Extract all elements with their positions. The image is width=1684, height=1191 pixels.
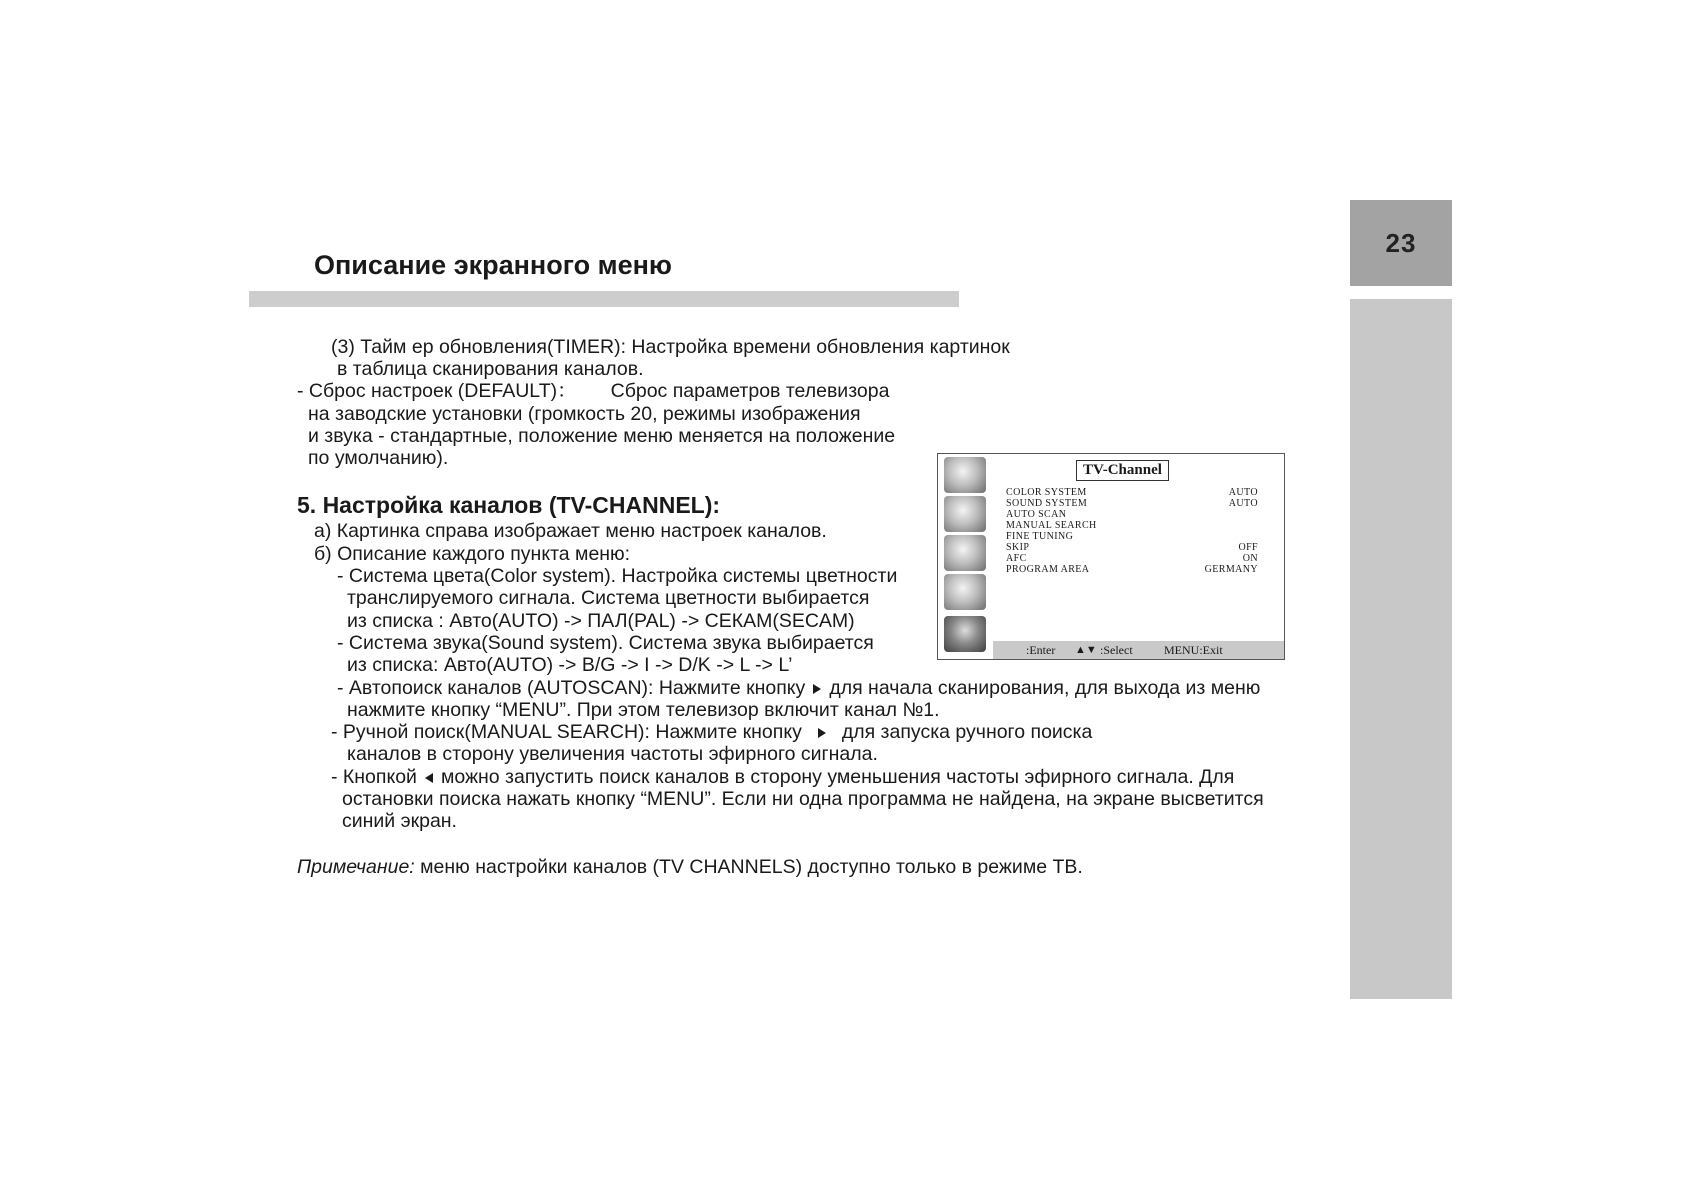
default-line-1 <box>297 380 889 402</box>
tools-icon <box>944 574 986 610</box>
side-tab-strip <box>1350 299 1452 999</box>
note-text: меню настройки каналов (TV CHANNELS) доступно только в режиме ТВ. <box>414 856 1083 878</box>
default-desc: Сброс параметров телевизора <box>610 380 890 402</box>
menu-side-icons <box>938 454 993 659</box>
default-line-2: на заводские установки (громкость 20, режимы изображения <box>308 403 861 425</box>
menu-item-fine-tuning: FINE TUNING <box>1006 531 1074 542</box>
menu-item-manual-search: MANUAL SEARCH <box>1006 520 1097 531</box>
menu-footer-hints <box>993 641 1284 659</box>
page-number: 23 <box>1385 227 1417 258</box>
left-key-line-2: остановки поиска нажать кнопку “MENU”. Если ни одна программа не найдена, на экране высветится <box>342 788 1264 810</box>
menu-item-afc: AFC <box>1006 553 1027 564</box>
sound-system-line-1: - Система звука(Sound system). Система звука выбирается <box>337 632 874 654</box>
left-key-line-3: синий экран. <box>342 810 457 832</box>
sound-system-line-2: из списка: Авто(AUTO) -> B/G -> I -> D/K -> L -> L’ <box>347 654 793 676</box>
menu-item-skip: SKIP <box>1006 542 1030 553</box>
note-label: Примечание: <box>297 856 415 878</box>
autoscan-text-a: - Автопоиск каналов (AUTOSCAN): Нажмите кнопку <box>337 677 806 699</box>
menu-value-afc: ON <box>1242 553 1258 564</box>
footer-exit-hint: MENU:Exit <box>1164 643 1223 657</box>
item-b-line: б) Описание каждого пункта меню: <box>314 543 631 565</box>
footer-enter-hint: :Enter <box>1026 643 1056 657</box>
autoscan-line-2: нажмите кнопку “MENU”. При этом телевизор включит канал №1. <box>347 699 940 721</box>
menu-item-program-area: PROGRAM AREA <box>1006 564 1090 575</box>
page-number-tab <box>1350 200 1452 286</box>
default-line-3: и звука - стандартные, положение меню меняется на положение <box>308 425 896 447</box>
picture-setup-icon <box>944 535 986 571</box>
menu-item-auto-scan: AUTO SCAN <box>1006 509 1067 520</box>
default-label: - Сброс настроек (DEFAULT)： <box>297 380 577 402</box>
color-system-line-2: транслируемого сигнала. Система цветности выбирается <box>347 587 870 609</box>
antenna-channel-icon <box>944 616 986 652</box>
menu-item-color-system: COLOR SYSTEM <box>1006 487 1087 498</box>
tv-channel-menu-screenshot <box>937 453 1285 660</box>
note-line <box>297 856 1083 878</box>
section-5-heading: 5. Настройка каналов (TV-CHANNEL): <box>297 492 721 518</box>
right-arrow-icon <box>818 728 826 738</box>
page-title: Описание экранного меню <box>314 250 672 280</box>
left-arrow-icon <box>425 773 433 783</box>
left-key-line-1 <box>331 766 1234 788</box>
manual-text-a: - Ручной поиск(MANUAL SEARCH): Нажмите кнопку <box>331 721 802 743</box>
manual-search-line-2: каналов в сторону увеличения частоты эфирного сигнала. <box>347 743 878 765</box>
audio-icon <box>944 496 986 532</box>
menu-value-program-area: GERMANY <box>1204 564 1258 575</box>
item-a-line: а) Картинка справа изображает меню настроек каналов. <box>314 520 827 542</box>
right-arrow-icon <box>813 684 821 694</box>
default-line-4: по умолчанию). <box>308 447 449 469</box>
autoscan-line-1 <box>337 677 1260 699</box>
menu-value-skip: OFF <box>1238 542 1258 553</box>
timer-line-1: (3) Тайм ер обновления(TIMER): Настройка времени обновления картинок <box>331 336 1010 358</box>
manual-search-line-1 <box>331 721 1092 743</box>
tv-menu-title: TV-Channel <box>1076 460 1169 481</box>
footer-select-hint: :Select <box>1100 643 1133 657</box>
title-underline-bar <box>249 291 959 307</box>
menu-value-color-system: AUTO <box>1228 487 1258 498</box>
up-down-arrows-icon: ▲▼ <box>1075 644 1097 656</box>
autoscan-text-b: для начала сканирования, для выхода из меню <box>829 677 1261 699</box>
manual-text-b: для запуска ручного поиска <box>841 721 1093 743</box>
left-key-text-a: - Кнопкой <box>331 766 417 788</box>
left-key-text-b: можно запустить поиск каналов в сторону уменьшения частоты эфирного сигнала. Для <box>440 766 1235 788</box>
menu-value-sound-system: AUTO <box>1228 498 1258 509</box>
color-system-line-1: - Система цвета(Color system). Настройка системы цветности <box>337 565 898 587</box>
timer-line-2: в таблица сканирования каналов. <box>337 358 644 380</box>
tv-picture-icon <box>944 457 986 493</box>
menu-item-sound-system: SOUND SYSTEM <box>1006 498 1088 509</box>
color-system-line-3: из списка : Авто(AUTO) -> ПАЛ(PAL) -> СЕКАМ(SECAM) <box>347 610 855 632</box>
